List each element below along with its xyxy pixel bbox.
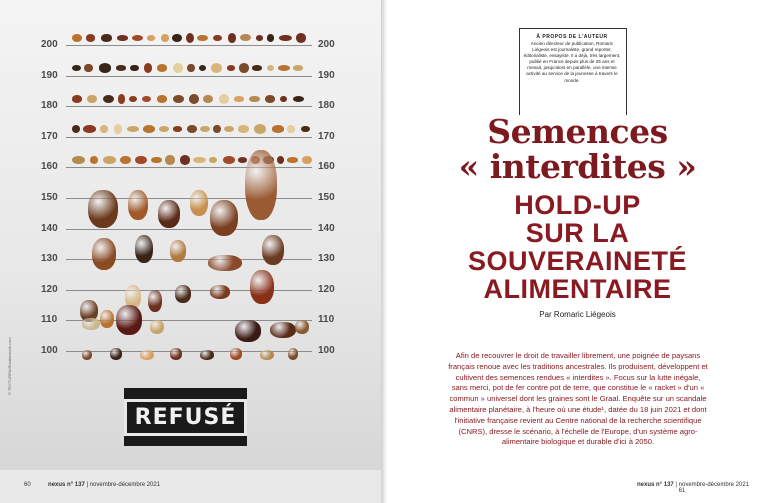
seed bbox=[110, 348, 122, 360]
scale-label: 200 bbox=[41, 39, 58, 50]
subtitle-line: SUR LA bbox=[525, 218, 630, 248]
seed bbox=[239, 63, 249, 72]
seed bbox=[209, 157, 216, 164]
byline: Par Romaric Liégeois bbox=[539, 310, 616, 319]
scale-label: 110 bbox=[41, 314, 58, 325]
seed bbox=[265, 95, 275, 102]
seed bbox=[173, 63, 183, 72]
seed bbox=[238, 157, 248, 163]
scale-row bbox=[0, 131, 381, 142]
seed bbox=[262, 235, 284, 265]
scale-label: 100 bbox=[41, 345, 58, 356]
seed bbox=[230, 348, 242, 360]
scale-label: 110 bbox=[318, 314, 335, 325]
page-number: 60 bbox=[24, 482, 31, 488]
seed bbox=[128, 190, 148, 220]
seed bbox=[148, 290, 162, 312]
seed bbox=[82, 350, 92, 360]
seed bbox=[200, 350, 214, 360]
seed bbox=[228, 33, 236, 42]
scale-line bbox=[66, 76, 312, 77]
seed bbox=[90, 156, 99, 164]
title-line-2: « interdites » bbox=[458, 147, 697, 186]
scale-row bbox=[0, 100, 381, 111]
seed bbox=[180, 155, 190, 164]
seed bbox=[140, 350, 154, 360]
seed bbox=[213, 125, 221, 134]
seed bbox=[272, 125, 284, 132]
scale-label: 150 bbox=[41, 192, 58, 203]
seed bbox=[301, 126, 310, 133]
scale-label: 100 bbox=[318, 345, 335, 356]
scale-label: 130 bbox=[41, 253, 58, 264]
seed bbox=[278, 65, 290, 71]
seed bbox=[267, 65, 274, 72]
seed bbox=[200, 126, 209, 132]
seed bbox=[213, 35, 222, 42]
seed bbox=[144, 63, 153, 73]
left-page bbox=[0, 0, 381, 503]
scale-label: 140 bbox=[318, 223, 335, 234]
seed bbox=[170, 240, 186, 262]
scale-label: 200 bbox=[318, 39, 335, 50]
seed bbox=[135, 235, 153, 263]
seed bbox=[157, 95, 167, 102]
seed bbox=[175, 285, 191, 303]
seed bbox=[72, 95, 82, 102]
scale-line bbox=[66, 137, 312, 138]
seed bbox=[129, 96, 137, 103]
issue-date: novembre-décembre 2021 bbox=[89, 482, 161, 488]
seed bbox=[118, 94, 125, 103]
folio-left: 60 nexus n° 137 | novembre-décembre 2021 bbox=[24, 482, 161, 488]
seed bbox=[72, 156, 85, 164]
scale-row bbox=[0, 70, 381, 81]
seed bbox=[287, 125, 295, 134]
seed bbox=[172, 34, 182, 42]
seed bbox=[210, 200, 238, 236]
seed bbox=[210, 285, 230, 299]
seed bbox=[120, 156, 130, 164]
scale-row bbox=[0, 345, 381, 356]
stamp-text: REFUSÉ bbox=[124, 399, 248, 436]
seed bbox=[103, 156, 116, 164]
article-subtitle bbox=[387, 191, 768, 303]
photo-credit: © TEXTURRA/Shutterstock.com bbox=[7, 337, 12, 395]
subtitle-line: ALIMENTAIRE bbox=[483, 274, 672, 304]
seed bbox=[260, 350, 274, 360]
seed bbox=[234, 96, 244, 101]
magazine-name: nexus n° 137 bbox=[637, 482, 674, 488]
seed bbox=[256, 35, 264, 41]
seed bbox=[288, 348, 298, 360]
right-page bbox=[387, 0, 768, 503]
seed bbox=[159, 126, 169, 132]
seed bbox=[190, 190, 208, 216]
scale-label: 180 bbox=[318, 100, 335, 111]
seed bbox=[170, 348, 182, 360]
scale-row bbox=[0, 161, 381, 172]
seed bbox=[227, 65, 235, 70]
seed bbox=[173, 95, 184, 102]
seed bbox=[267, 34, 274, 41]
seed bbox=[279, 35, 292, 42]
seed bbox=[240, 34, 251, 41]
scale-label: 190 bbox=[41, 70, 58, 81]
seed bbox=[117, 35, 128, 40]
seed bbox=[101, 34, 112, 41]
seed bbox=[223, 156, 235, 164]
scale-row bbox=[0, 253, 381, 264]
seed bbox=[186, 33, 194, 43]
author-bio: Ancien directeur de publication, Romaric Liégeois est journaliste, grand reporter, éditorialiste, essayiste. Il a déjà, très largement, publié en France depuis plus de 25 ans et menait, jusqu'alors en parallèle, une intense activité au service de la jeunesse à travers le monde. bbox=[523, 41, 621, 83]
scale-line bbox=[66, 351, 312, 352]
seed bbox=[114, 124, 123, 134]
seed bbox=[86, 34, 96, 42]
seed bbox=[84, 64, 93, 73]
seed bbox=[135, 156, 147, 165]
seed bbox=[173, 126, 182, 131]
seed bbox=[187, 64, 195, 73]
author-label: À PROPOS DE L'AUTEUR bbox=[536, 34, 608, 40]
seed bbox=[277, 156, 284, 163]
seed bbox=[161, 34, 169, 41]
seed bbox=[157, 64, 168, 71]
seed bbox=[72, 125, 80, 133]
scale-label: 150 bbox=[318, 192, 335, 203]
seed bbox=[203, 95, 213, 104]
seed bbox=[158, 200, 180, 228]
seed bbox=[100, 310, 114, 328]
seed bbox=[165, 155, 174, 165]
seed bbox=[100, 125, 108, 133]
seed bbox=[72, 34, 82, 42]
seed bbox=[293, 65, 304, 70]
lead-paragraph: Afin de recouvrer le droit de travailler librement, une poignée de paysans français renoue avec les traditions ancestrales. Ils produisent, développent et cultivent des semences rendues « interdites ». Focus sur la lutte inégale, sans merci, pot de fer contre pot de terre, que constitue le « racket » d'un « commun » universel dont les graines sont le Graal. Enquête sur un scandale alimentaire planétaire, à l'heure où une étude¹, datée du 18 juin 2021 et dont l'initiative française revient au Centre national de la recherche scientifique (CNRS), dresse le scénario, à l'échelle de l'Europe, d'un système agro-alimentaire biologique et durable d'ici à 2050. bbox=[448, 351, 708, 447]
seed bbox=[142, 96, 152, 103]
scale-row bbox=[0, 39, 381, 50]
folio-right: nexus n° 137 | novembre-décembre 2021 61 bbox=[637, 482, 750, 494]
scale-line bbox=[66, 106, 312, 107]
seed bbox=[103, 95, 114, 103]
seed bbox=[235, 320, 261, 342]
issue-date: novembre-décembre 2021 bbox=[678, 482, 750, 488]
scale-label: 170 bbox=[41, 131, 58, 142]
seed bbox=[132, 35, 143, 41]
seed bbox=[88, 190, 118, 228]
scale-label: 160 bbox=[41, 161, 58, 172]
seed bbox=[82, 318, 100, 330]
scale-label: 140 bbox=[41, 223, 58, 234]
seed bbox=[99, 63, 112, 72]
scale-label: 160 bbox=[318, 161, 335, 172]
scale-row bbox=[0, 223, 381, 234]
seed bbox=[245, 150, 277, 220]
seed bbox=[151, 157, 162, 164]
seed bbox=[270, 322, 296, 338]
title-line-1: Semences bbox=[487, 112, 668, 151]
seed bbox=[250, 270, 274, 304]
seed bbox=[72, 65, 81, 71]
scale-label: 130 bbox=[318, 253, 335, 264]
refused-stamp bbox=[124, 388, 247, 446]
scale-line bbox=[66, 229, 312, 230]
seed bbox=[302, 156, 312, 164]
seed bbox=[116, 305, 142, 335]
seed bbox=[238, 125, 249, 132]
seed bbox=[296, 33, 306, 42]
subtitle-line: SOUVERAINETÉ bbox=[467, 246, 688, 276]
seed bbox=[224, 126, 234, 132]
seed bbox=[150, 320, 164, 334]
seed bbox=[116, 65, 126, 70]
scale-line bbox=[66, 45, 312, 46]
seed bbox=[293, 96, 304, 102]
scale-label: 170 bbox=[318, 131, 335, 142]
seed bbox=[199, 65, 206, 71]
scale-label: 190 bbox=[318, 70, 335, 81]
seed bbox=[249, 96, 260, 103]
scale-label: 180 bbox=[41, 100, 58, 111]
seed bbox=[83, 125, 96, 133]
seed bbox=[254, 124, 266, 134]
seed bbox=[208, 255, 242, 271]
seed bbox=[143, 125, 155, 133]
scale-label: 120 bbox=[41, 284, 58, 295]
seed bbox=[211, 63, 222, 72]
seed bbox=[287, 157, 298, 162]
seed bbox=[219, 94, 229, 104]
article-title bbox=[387, 114, 768, 184]
seed bbox=[295, 320, 309, 334]
seed bbox=[252, 65, 262, 70]
subtitle-line: HOLD-UP bbox=[514, 190, 641, 220]
magazine-name: nexus n° 137 bbox=[48, 482, 85, 488]
seed bbox=[197, 35, 207, 42]
seed bbox=[130, 65, 138, 72]
scale-label: 120 bbox=[318, 284, 335, 295]
seed bbox=[189, 94, 199, 104]
seed bbox=[280, 96, 287, 103]
seed bbox=[127, 126, 139, 132]
seed bbox=[92, 238, 116, 270]
seed bbox=[87, 95, 97, 104]
scale-row bbox=[0, 314, 381, 325]
seed bbox=[187, 125, 197, 133]
seed bbox=[147, 35, 155, 40]
page-number: 61 bbox=[678, 488, 686, 494]
seed bbox=[193, 157, 205, 164]
